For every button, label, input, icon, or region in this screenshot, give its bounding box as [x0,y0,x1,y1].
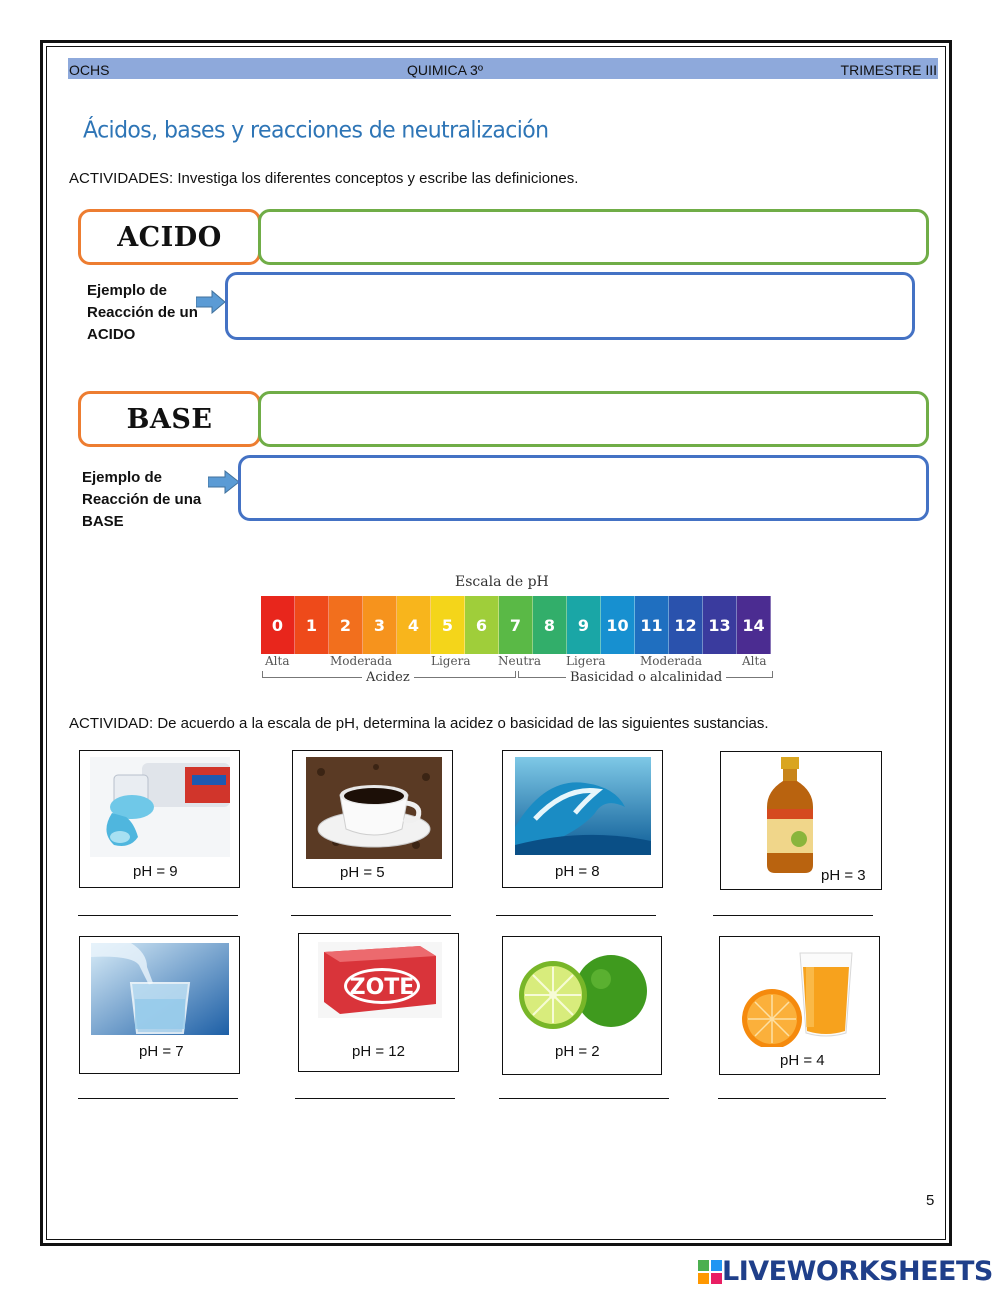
answer-line[interactable] [291,915,451,916]
vinegar-bottle-image [759,757,821,875]
substance-card-water [79,936,240,1074]
ph-cell-9: 9 [567,596,601,654]
base-example-label: Ejemplo de Reacción de una BASE [82,469,202,530]
substance-card-toothpaste [79,750,240,888]
substance-card-vinegar [720,751,882,890]
zote-brand: ZOTE [349,975,415,1000]
ph-cell-5: 5 [431,596,465,654]
zote-soap-image [318,942,442,1018]
basicidad-label: Basicidad o alcalinidad [566,670,726,685]
answer-line[interactable] [718,1098,886,1099]
ph-label-ligera-right: Ligera [566,654,606,668]
arrow-right-icon [196,290,226,314]
ph-value: pH = 5 [340,864,385,881]
header-subject: QUIMICA 3º [407,61,483,78]
ph-cell-3: 3 [363,596,397,654]
liveworksheets-text: LIVEWORKSHEETS [722,1256,993,1287]
ph-cell-2: 2 [329,596,363,654]
ph-value: pH = 9 [133,863,178,880]
acid-definition-field[interactable] [258,209,929,265]
ph-cell-7: 7 [499,596,533,654]
ph-cell-4: 4 [397,596,431,654]
ph-scale-bar [261,596,771,654]
answer-line[interactable] [78,915,238,916]
answer-line[interactable] [496,915,656,916]
acid-example-label: Ejemplo de Reacción de un ACIDO [87,282,198,343]
liveworksheets-logo[interactable] [698,1256,993,1287]
acidez-label: Acidez [362,670,414,685]
water-glass-image [91,943,229,1035]
ph-cell-14: 14 [737,596,771,654]
acid-example-field[interactable] [225,272,915,340]
ph-cell-10: 10 [601,596,635,654]
answer-line[interactable] [78,1098,238,1099]
base-example-field[interactable] [238,455,929,521]
ph-scale-title: Escala de pH [455,574,549,590]
activity-instructions: ACTIVIDAD: De acuerdo a la escala de pH, determina la acidez o basicidad de las siguientes sustancias. [69,715,769,732]
answer-line[interactable] [713,915,873,916]
base-definition-field[interactable] [258,391,929,447]
ph-value: pH = 2 [555,1043,600,1060]
acid-label-box [78,209,261,265]
ph-cell-6: 6 [465,596,499,654]
arrow-right-icon [208,470,240,494]
substance-card-lime [502,936,662,1075]
base-label-box [78,391,261,447]
liveworksheets-icon [698,1260,722,1284]
substance-card-coffee [292,750,453,888]
lime-image [515,945,651,1035]
substance-card-orange-juice [719,936,880,1075]
acid-label: ACIDO [117,221,222,253]
ph-cell-13: 13 [703,596,737,654]
ph-cell-11: 11 [635,596,669,654]
ph-cell-12: 12 [669,596,703,654]
substance-card-soap [298,933,459,1072]
sea-wave-image [515,757,651,855]
ph-cell-0: 0 [261,596,295,654]
answer-line[interactable] [499,1098,669,1099]
substance-card-wave [502,750,663,888]
ph-label-moderada-right: Moderada [640,654,703,668]
ph-label-moderada-left: Moderada [330,654,393,668]
ph-value: pH = 12 [352,1043,405,1060]
header-school: OCHS [69,61,110,78]
ph-label-ligera-left: Ligera [431,654,471,668]
page-number: 5 [926,1192,935,1209]
ph-cell-8: 8 [533,596,567,654]
base-label: BASE [126,403,213,435]
ph-label-alta-right: Alta [742,654,767,668]
ph-value: pH = 4 [780,1052,825,1069]
page-title: Ácidos, bases y reacciones de neutralización [83,117,549,144]
ph-label-alta-left: Alta [265,654,290,668]
header-term: TRIMESTRE III [840,61,937,78]
toothpaste-image [90,757,230,857]
ph-cell-1: 1 [295,596,329,654]
page-header [68,58,938,79]
coffee-image [306,757,442,859]
orange-juice-image [736,949,862,1047]
instructions: ACTIVIDADES: Investiga los diferentes conceptos y escribe las definiciones. [69,170,579,187]
answer-line[interactable] [295,1098,455,1099]
ph-value: pH = 7 [139,1043,184,1060]
ph-label-neutra: Neutra [498,654,542,668]
ph-value: pH = 8 [555,863,600,880]
ph-value: pH = 3 [821,867,866,884]
